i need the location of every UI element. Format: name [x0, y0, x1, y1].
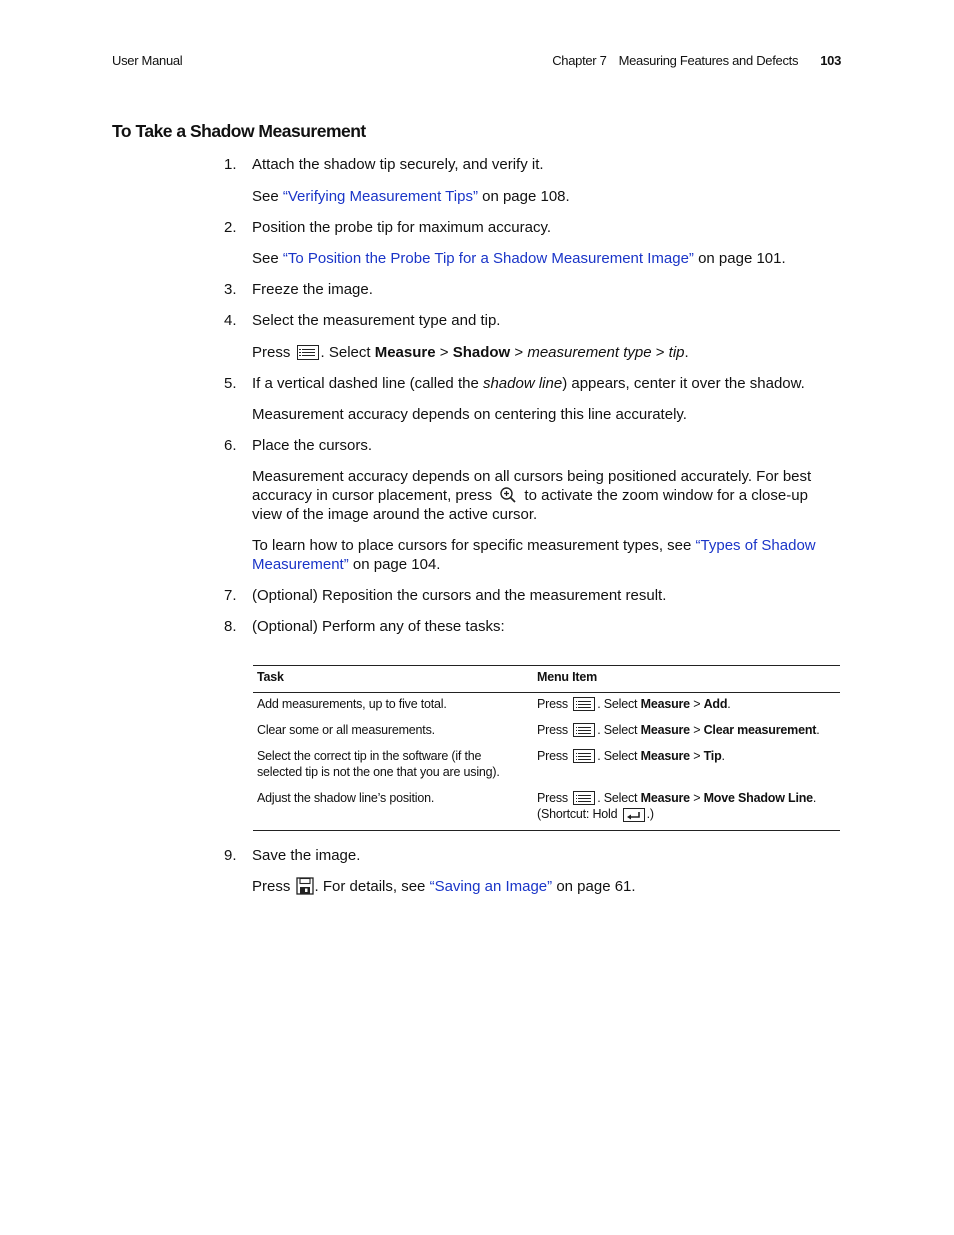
header-right	[552, 53, 841, 68]
link-types-of-shadow-measurement[interactable]: “Types of Shadow Measurement”	[252, 537, 816, 573]
note-text: on page 61.	[552, 878, 636, 895]
menu-list-icon	[573, 791, 595, 805]
table-row	[253, 788, 840, 831]
separator: >	[651, 344, 669, 361]
step-number: 4.	[224, 312, 237, 329]
section-heading: To Take a Shadow Measurement	[112, 121, 366, 141]
column-header-task: Task	[253, 666, 533, 693]
step-2-note	[252, 249, 842, 268]
note-text: Measurement accuracy depends on all cursors being positioned accurately. For best accuracy in cursor placement, press	[252, 468, 812, 504]
note-text: on page 104.	[348, 556, 441, 573]
menu-item-cell	[533, 693, 840, 721]
step-text-part: If a vertical dashed line (called the	[252, 375, 483, 392]
note-text: . For details, see	[314, 878, 430, 895]
step-text: Save the image.	[252, 847, 361, 864]
note-text: See	[252, 250, 283, 267]
menu-measure: Measure	[374, 344, 436, 361]
menu-item-cell	[533, 746, 840, 788]
separator: >	[689, 749, 704, 763]
note-text: .	[684, 344, 689, 361]
cell-text: Press	[537, 749, 572, 763]
step-4-note	[252, 343, 842, 362]
separator: >	[510, 344, 528, 361]
separator: >	[689, 791, 704, 805]
menu-measure: Measure	[640, 697, 690, 711]
cell-text: .	[812, 791, 817, 805]
step-text-emphasis: shadow line	[482, 375, 563, 392]
step-text: (Optional) Perform any of these tasks:	[252, 618, 505, 635]
separator: >	[689, 697, 704, 711]
table-row	[253, 720, 840, 746]
cell-text: . Select	[597, 697, 641, 711]
step-number: 9.	[224, 847, 237, 864]
note-text: on page 108.	[477, 188, 570, 205]
link-verifying-measurement-tips[interactable]: “Verifying Measurement Tips”	[282, 188, 478, 205]
step-text: (Optional) Reposition the cursors and the measurement result.	[252, 587, 667, 604]
step-text: Attach the shadow tip securely, and verify it.	[252, 156, 544, 173]
note-text: See	[252, 188, 283, 205]
cell-text: .	[727, 697, 731, 711]
task-cell: Add measurements, up to five total.	[257, 697, 447, 711]
step-9-note	[252, 877, 842, 896]
step-text	[252, 374, 842, 393]
step-text: Place the cursors.	[252, 437, 373, 454]
header-doc-title: User Manual	[112, 53, 183, 68]
note-text: to activate the zoom window for a close-up view of the image around the active cursor.	[252, 487, 808, 523]
menu-measurement-type: measurement type	[527, 344, 652, 361]
menu-measure: Measure	[640, 749, 690, 763]
menu-list-icon	[573, 749, 595, 763]
cell-text: Press	[537, 723, 572, 737]
step-1-note	[252, 187, 842, 206]
step-number: 3.	[224, 281, 237, 298]
step-number: 2.	[224, 219, 237, 236]
menu-clear-measurement: Clear measurement	[703, 723, 817, 737]
menu-item-cell	[533, 788, 840, 831]
header-chapter: Chapter 7	[552, 53, 607, 68]
step-6-note	[252, 467, 842, 524]
header-section: Measuring Features and Defects	[618, 53, 799, 68]
cell-text: Press	[537, 697, 572, 711]
step-6-note-2	[252, 536, 842, 574]
enter-key-icon	[623, 808, 645, 822]
menu-shadow: Shadow	[452, 344, 511, 361]
step-number: 1.	[224, 156, 237, 173]
tasks-table	[253, 665, 840, 831]
menu-list-icon	[297, 345, 319, 360]
cell-text: (Shortcut: Hold	[537, 807, 621, 821]
menu-measure: Measure	[640, 723, 690, 737]
step-text: Position the probe tip for maximum accuracy.	[252, 219, 552, 236]
task-cell: Adjust the shadow line’s position.	[253, 788, 533, 831]
save-disk-icon	[296, 877, 314, 895]
step-text: Select the measurement type and tip.	[252, 312, 501, 329]
cell-text: . Select	[597, 791, 641, 805]
step-number: 8.	[224, 618, 237, 635]
cell-text: .	[816, 723, 820, 737]
menu-tip: Tip	[703, 749, 722, 763]
table-header-row	[253, 666, 840, 693]
step-text: Freeze the image.	[252, 281, 373, 298]
step-number: 7.	[224, 587, 237, 604]
cell-text: Press	[537, 791, 572, 805]
menu-add: Add	[703, 697, 728, 711]
table-row	[253, 746, 840, 788]
zoom-in-icon	[499, 486, 517, 504]
cell-text: .)	[646, 807, 654, 821]
note-text: . Select	[320, 344, 375, 361]
link-saving-an-image[interactable]: “Saving an Image”	[429, 878, 553, 895]
separator: >	[435, 344, 453, 361]
column-header-menu-item: Menu Item	[533, 666, 840, 693]
header-page-number: 103	[820, 53, 841, 68]
cell-text: .	[721, 749, 725, 763]
menu-measure: Measure	[640, 791, 690, 805]
step-number: 6.	[224, 437, 237, 454]
menu-move-shadow-line: Move Shadow Line	[703, 791, 813, 805]
menu-list-icon	[573, 697, 595, 711]
step-text-part: ) appears, center it over the shadow.	[562, 375, 805, 392]
task-cell: Select the correct tip in the software (if the selected tip is not the one that you are using).	[257, 749, 500, 779]
cell-text: . Select	[597, 749, 641, 763]
menu-tip: tip	[668, 344, 685, 361]
note-text: Press	[252, 878, 295, 895]
table-row	[253, 693, 840, 721]
step-5-note: Measurement accuracy depends on centering this line accurately.	[252, 406, 687, 423]
task-cell: Clear some or all measurements.	[257, 723, 435, 737]
step-number: 5.	[224, 375, 237, 392]
menu-item-cell	[533, 720, 840, 746]
separator: >	[689, 723, 704, 737]
note-text: on page 101.	[693, 250, 786, 267]
cell-text: . Select	[597, 723, 641, 737]
note-text: Press	[252, 344, 295, 361]
note-text: To learn how to place cursors for specific measurement types, see	[252, 537, 696, 554]
link-position-probe-tip[interactable]: “To Position the Probe Tip for a Shadow Measurement Image”	[282, 250, 694, 267]
menu-list-icon	[573, 723, 595, 737]
